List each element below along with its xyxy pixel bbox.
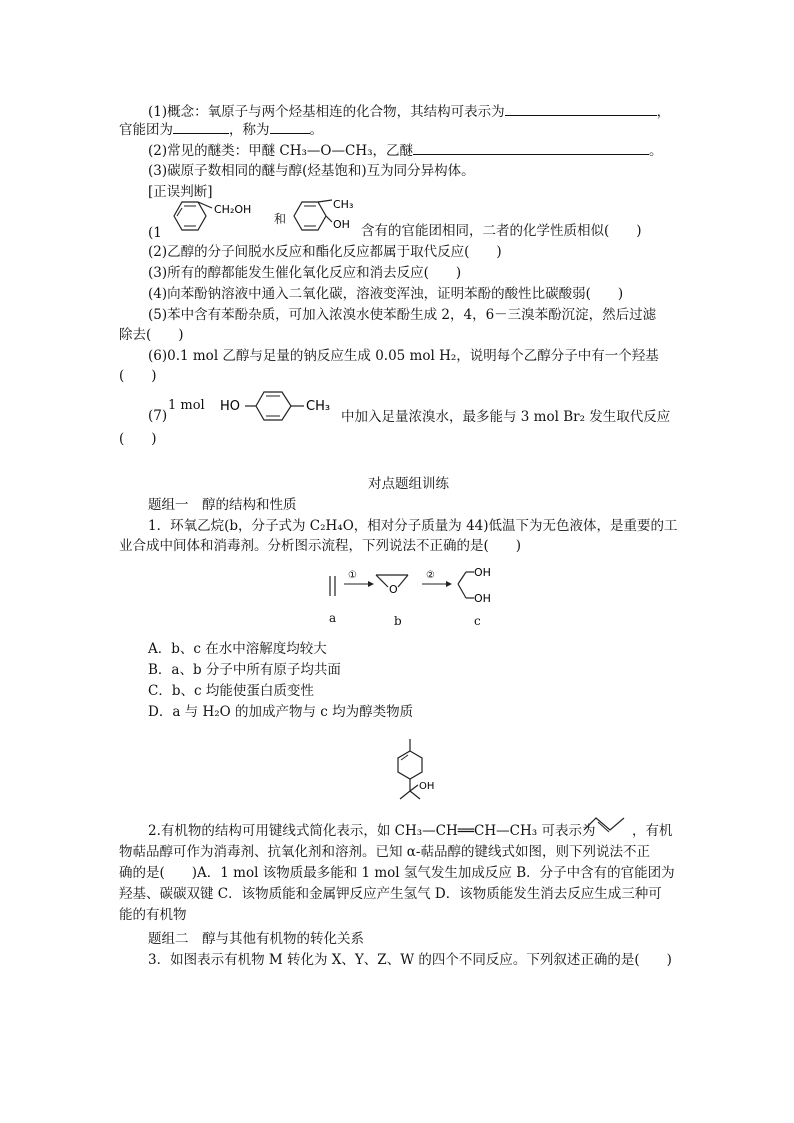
step-2-label: ② — [426, 570, 435, 581]
label-b: b — [394, 614, 402, 628]
concept-line-2: 官能团为 ，称为 。 — [119, 122, 323, 138]
judge-item-4: (4)向苯酚钠溶液中通入二氧化碳，溶液变浑浊，证明苯酚的酸性比碳酸弱( ) — [148, 286, 624, 302]
q2-line-3: 确的是( )A．1 mol 该物质最多能和 1 mol 氢气发生加成反应 B．分子中含有的官能团为 — [119, 865, 675, 881]
practice-title: 对点题组训练 — [368, 476, 449, 492]
ch3-label: CH₃ — [306, 399, 331, 414]
concept-line-1: (1)概念：氧原子与两个烃基相连的化合物，其结构可表示为 ， — [148, 104, 671, 120]
answer-blank[interactable] — [270, 120, 310, 134]
oh-label: OH — [333, 218, 350, 231]
item7-mol-amount: 1 mol — [168, 398, 205, 413]
group-2-title: 题组二 醇与其他有机物的转化关系 — [148, 931, 364, 947]
q1-line-2: 业合成中间体和消毒剂。分析图示流程，下列说法不正确的是( ) — [119, 538, 522, 554]
label-a: a — [329, 611, 337, 625]
q1-option-a[interactable]: A．b、c 在水中溶解度均较大 — [148, 641, 327, 657]
cresol-structure — [290, 196, 370, 240]
q2-line-5: 能的有机物 — [119, 907, 187, 923]
and-label: 和 — [274, 212, 287, 226]
ch2oh-label: CH₂OH — [214, 203, 252, 216]
oh-label: OH — [419, 781, 435, 792]
q1-line-1: 1．环氧乙烷(b，分子式为 C₂H₄O，相对分子质量为 44)低温下为无色液体，是重要的工 — [148, 518, 678, 534]
judge-item-7b: ( ) — [119, 431, 157, 447]
q2-line-2: 物萜品醇可作为消毒剂、抗氧化剂和溶剂。已知 α-萜品醇的键线式如图，则下列说法不正 — [119, 844, 650, 860]
oh-label: OH — [474, 566, 491, 579]
judge-item-7-text: 中加入足量浓溴水，最多能与 3 mol Br₂ 发生取代反应 — [341, 409, 671, 425]
answer-blank[interactable] — [413, 141, 649, 155]
judge-item-1-text: 含有的官能团相同，二者的化学性质相似( ) — [361, 223, 642, 239]
q1-option-d[interactable]: D．a 与 H₂O 的加成产物与 c 均为醇类物质 — [148, 704, 414, 720]
judge-item-6b: ( ) — [119, 368, 157, 384]
q2-line-4: 羟基、碳碳双键 C．该物质能和金属钾反应产生氢气 D．该物质能发生消去反应生成三种可 — [119, 886, 662, 902]
judge-item-5a: (5)苯中含有苯酚杂质，可加入浓溴水使苯酚生成 2，4，6－三溴苯酚沉淀，然后过滤 — [148, 307, 657, 323]
benzyl-alcohol-structure — [160, 196, 280, 240]
oxygen-label: O — [389, 583, 398, 596]
judge-item-2: (2)乙醇的分子间脱水反应和酯化反应都属于取代反应( ) — [148, 244, 502, 260]
answer-blank[interactable] — [173, 120, 229, 134]
q1-option-b[interactable]: B．a、b 分子中所有原子均共面 — [148, 662, 341, 678]
q1-option-c[interactable]: C．b、c 均能使蛋白质变性 — [148, 683, 314, 699]
judge-item-5b: 除去( ) — [119, 327, 184, 343]
concept-line-3: (2)常见的醚类：甲醚 CH₃—O—CH₃，乙醚 。 — [148, 143, 663, 159]
judge-item-1-num: (1 — [148, 225, 162, 241]
step-1-label: ① — [348, 570, 357, 581]
q2-line-1a: 2.有机物的结构可用键线式简化表示，如 CH₃—CH══CH—CH₃ 可表示为 — [148, 823, 596, 839]
butene-skeletal — [582, 812, 628, 834]
judge-item-3: (3)所有的醇都能发生催化氧化反应和消去反应( ) — [148, 265, 462, 281]
ch3-label: CH₃ — [333, 198, 354, 211]
judge-item-7-num: (7) — [148, 408, 168, 424]
q2-line-1b: ，有机 — [632, 823, 673, 839]
judge-item-6a: (6)0.1 mol 乙醇与足量的钠反应生成 0.05 mol H₂，说明每个乙醇分子中有一个羟基 — [148, 348, 659, 364]
oh-label: OH — [474, 592, 491, 605]
group-1-title: 题组一 醇的结构和性质 — [148, 497, 297, 513]
judge-title: [正误判断] — [148, 184, 213, 200]
q3-line: 3．如图表示有机物 M 转化为 X、Y、Z、W 的四个不同反应。下列叙述正确的是( ) — [148, 952, 672, 968]
concept-line-4: (3)碳原子数相同的醚与醇(烃基饱和)互为同分异构体。 — [148, 163, 475, 179]
label-c: c — [474, 614, 481, 628]
answer-blank[interactable] — [505, 102, 657, 116]
ho-label: HO — [220, 399, 241, 414]
terpineol-structure — [390, 735, 450, 815]
